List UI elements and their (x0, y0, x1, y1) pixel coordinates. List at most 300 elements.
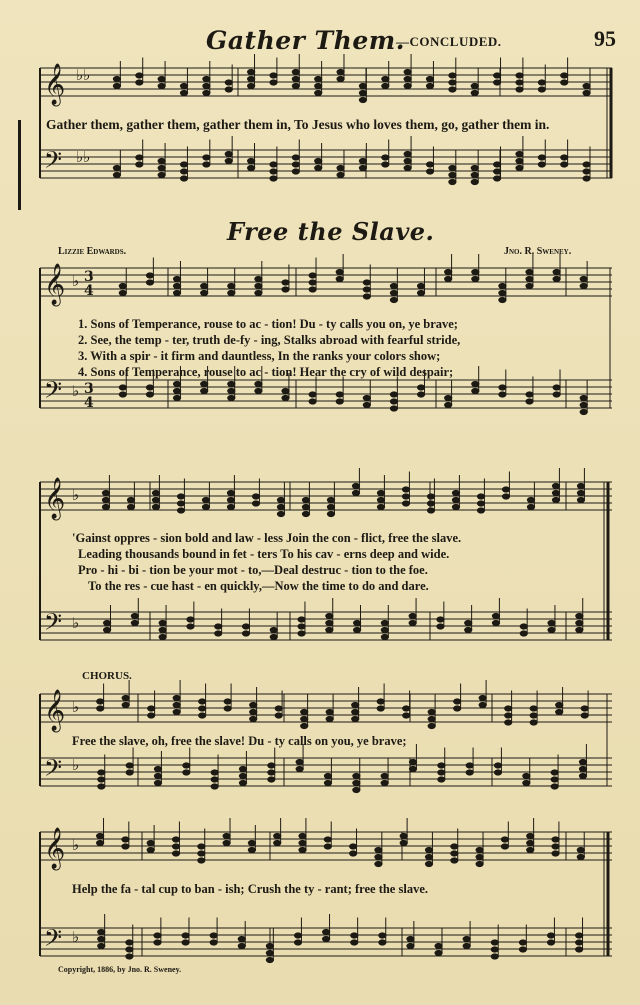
note-head (202, 504, 209, 509)
note-head (363, 402, 370, 407)
note-head (516, 151, 523, 156)
note-head (203, 76, 210, 81)
note-head (381, 634, 388, 639)
note-head (248, 76, 255, 81)
verse-2-line-a: 2. See, the temp - ter, truth de-fy - ing, Stalks abroad with fearful stride, (78, 333, 461, 347)
note-head (375, 847, 382, 852)
note-head (499, 392, 506, 397)
note-head (381, 627, 388, 632)
note-head (494, 176, 501, 181)
note-head (201, 388, 208, 393)
note-head (223, 840, 230, 845)
note-head (131, 620, 138, 625)
note-head (172, 837, 179, 842)
note-head (583, 169, 590, 174)
note-head (336, 269, 343, 274)
note-head (390, 290, 397, 295)
note-head (352, 716, 359, 721)
note-head (158, 158, 165, 163)
note-head (274, 833, 281, 838)
note-head (336, 399, 343, 404)
note-head (309, 287, 316, 292)
note-head (102, 490, 109, 495)
note-head (266, 943, 273, 948)
note-head (173, 388, 180, 393)
note-head (363, 287, 370, 292)
note-head (274, 840, 281, 845)
note-head (576, 933, 583, 938)
note-head (580, 283, 587, 288)
note-head (203, 83, 210, 88)
staff-system-1-treble (40, 68, 612, 96)
note-head (551, 784, 558, 789)
note-head (428, 709, 435, 714)
svg-text:♭♭: ♭♭ (76, 66, 91, 84)
note-head (417, 385, 424, 390)
note-head (97, 706, 104, 711)
note-head (445, 276, 452, 281)
svg-text:♭: ♭ (72, 614, 80, 632)
note-head (538, 162, 545, 167)
note-head (337, 69, 344, 74)
note-head (465, 620, 472, 625)
note-head (98, 784, 105, 789)
note-head (527, 840, 534, 845)
note-head (154, 766, 161, 771)
note-head (309, 280, 316, 285)
note-head (359, 83, 366, 88)
note-head (561, 80, 568, 85)
note-head (465, 627, 472, 632)
note-head (350, 844, 357, 849)
note-head (409, 759, 416, 764)
note-head (119, 283, 126, 288)
note-head (466, 763, 473, 768)
note-head (301, 723, 308, 728)
note-head (146, 280, 153, 285)
chorus-line-1: Free the slave, oh, free the slave! Du - ty calls on you, ye brave; (72, 734, 407, 748)
note-head (292, 69, 299, 74)
note-head (152, 497, 159, 502)
note-head (255, 290, 262, 295)
note-head (266, 950, 273, 955)
note-head (476, 861, 483, 866)
note-head (275, 706, 282, 711)
copyright-notice: Copyright, 1886, by Jno. R. Sweney. (58, 965, 182, 974)
note-head (173, 695, 180, 700)
note-head (326, 709, 333, 714)
note-head (228, 290, 235, 295)
note-head (530, 713, 537, 718)
note-head (526, 399, 533, 404)
note-head (409, 613, 416, 618)
note-head (390, 392, 397, 397)
note-head (294, 940, 301, 945)
note-head (203, 90, 210, 95)
note-head (158, 76, 165, 81)
note-head (426, 162, 433, 167)
note-head (201, 283, 208, 288)
note-head (336, 392, 343, 397)
note-head (523, 773, 530, 778)
note-head (315, 83, 322, 88)
note-head (126, 947, 133, 952)
note-head (122, 695, 129, 700)
note-head (228, 388, 235, 393)
note-head (576, 620, 583, 625)
verse-4-line-a: 4. Sons of Temperance, rouse to ac - tion! Hear the cry of wild despair; (78, 365, 454, 379)
note-head (228, 395, 235, 400)
note-head (561, 73, 568, 78)
note-head (552, 837, 559, 842)
note-head (146, 385, 153, 390)
note-head (225, 87, 232, 92)
note-head (519, 947, 526, 952)
svg-text:♭: ♭ (72, 928, 80, 946)
note-head (583, 83, 590, 88)
note-head (377, 497, 384, 502)
svg-text:♭: ♭ (72, 272, 80, 290)
note-head (403, 713, 410, 718)
note-head (252, 501, 259, 506)
note-head (180, 176, 187, 181)
note-head (159, 620, 166, 625)
note-head (266, 957, 273, 962)
note-head (225, 151, 232, 156)
note-head (505, 713, 512, 718)
note-head (435, 950, 442, 955)
note-head (417, 283, 424, 288)
note-head (315, 90, 322, 95)
note-head (471, 179, 478, 184)
note-head (309, 392, 316, 397)
note-head (113, 165, 120, 170)
note-head (327, 497, 334, 502)
note-head (494, 162, 501, 167)
note-head (148, 713, 155, 718)
note-head (277, 504, 284, 509)
note-head (223, 833, 230, 838)
hymn-title: Free the Slave. (227, 217, 435, 246)
note-head (494, 73, 501, 78)
note-head (242, 624, 249, 629)
note-head (270, 73, 277, 78)
note-head (198, 858, 205, 863)
note-head (476, 854, 483, 859)
note-head (227, 490, 234, 495)
note-head (437, 617, 444, 622)
note-head (501, 837, 508, 842)
note-head (352, 702, 359, 707)
note-head (248, 840, 255, 845)
note-head (382, 162, 389, 167)
note-head (131, 613, 138, 618)
note-head (199, 699, 206, 704)
note-head (577, 847, 584, 852)
note-head (576, 613, 583, 618)
note-head (298, 631, 305, 636)
note-head (292, 76, 299, 81)
note-head (327, 511, 334, 516)
note-head (173, 283, 180, 288)
note-head (336, 276, 343, 281)
note-head (471, 90, 478, 95)
note-head (337, 76, 344, 81)
note-head (97, 840, 104, 845)
note-head (359, 165, 366, 170)
note-head (227, 504, 234, 509)
note-head (97, 699, 104, 704)
note-head (248, 165, 255, 170)
note-head (377, 504, 384, 509)
note-head (547, 940, 554, 945)
note-head (180, 162, 187, 167)
note-head (553, 276, 560, 281)
note-head (352, 483, 359, 488)
note-head (148, 706, 155, 711)
first-hymn-title: Gather Them. (206, 26, 405, 55)
note-head (477, 508, 484, 513)
note-head (526, 392, 533, 397)
note-head (136, 73, 143, 78)
note-head (126, 940, 133, 945)
note-head (270, 634, 277, 639)
note-head (177, 494, 184, 499)
note-head (315, 158, 322, 163)
note-head (225, 80, 232, 85)
note-head (404, 158, 411, 163)
note-head (547, 933, 554, 938)
note-head (239, 773, 246, 778)
note-head (255, 388, 262, 393)
note-head (119, 385, 126, 390)
note-head (136, 80, 143, 85)
note-head (352, 709, 359, 714)
note-head (255, 276, 262, 281)
note-head (326, 627, 333, 632)
note-head (158, 172, 165, 177)
note-head (126, 763, 133, 768)
note-head (359, 97, 366, 102)
note-head (527, 497, 534, 502)
note-head (122, 837, 129, 842)
note-head (250, 709, 257, 714)
note-head (477, 501, 484, 506)
note-head (454, 706, 461, 711)
note-head (172, 851, 179, 856)
note-head (152, 504, 159, 509)
note-head (182, 940, 189, 945)
note-head (580, 395, 587, 400)
note-head (211, 784, 218, 789)
note-head (326, 716, 333, 721)
note-head (282, 388, 289, 393)
concluded-label: —CONCLUDED. (396, 34, 502, 49)
note-head (270, 162, 277, 167)
svg-text:𝄢: 𝄢 (44, 924, 63, 957)
verse-2-line-b: Leading thousands bound in fet - ters To his cav - erns deep and wide. (78, 547, 450, 561)
note-head (381, 780, 388, 785)
note-head (248, 158, 255, 163)
note-head (324, 780, 331, 785)
svg-text:𝄞: 𝄞 (44, 828, 66, 869)
note-head (435, 943, 442, 948)
note-head (326, 613, 333, 618)
note-head (438, 770, 445, 775)
note-head (445, 402, 452, 407)
note-head (309, 273, 316, 278)
note-head (173, 276, 180, 281)
note-head (159, 627, 166, 632)
note-head (538, 87, 545, 92)
note-head (353, 787, 360, 792)
note-head (326, 620, 333, 625)
note-head (552, 483, 559, 488)
svg-text:♭: ♭ (72, 836, 80, 854)
note-head (445, 269, 452, 274)
note-head (516, 87, 523, 92)
note-head (238, 936, 245, 941)
note-head (381, 620, 388, 625)
note-head (126, 770, 133, 775)
note-head (177, 501, 184, 506)
note-head (292, 162, 299, 167)
note-head (152, 490, 159, 495)
note-head (472, 388, 479, 393)
note-head (516, 165, 523, 170)
note-head (282, 280, 289, 285)
note-head (466, 770, 473, 775)
note-head (292, 169, 299, 174)
svg-text:𝄢: 𝄢 (44, 146, 63, 179)
note-head (315, 165, 322, 170)
note-head (323, 936, 330, 941)
note-head (98, 943, 105, 948)
note-head (97, 833, 104, 838)
note-head (102, 504, 109, 509)
note-head (292, 83, 299, 88)
note-head (298, 617, 305, 622)
note-head (449, 165, 456, 170)
note-head (315, 76, 322, 81)
note-head (268, 777, 275, 782)
note-head (102, 497, 109, 502)
note-head (323, 929, 330, 934)
note-head (576, 947, 583, 952)
note-head (270, 176, 277, 181)
note-head (180, 90, 187, 95)
note-head (337, 165, 344, 170)
note-head (551, 770, 558, 775)
note-head (381, 773, 388, 778)
note-head (390, 406, 397, 411)
note-head (452, 497, 459, 502)
note-head (296, 766, 303, 771)
note-head (526, 269, 533, 274)
note-head (505, 706, 512, 711)
verse-4-line-b: To the res - cue hast - en quickly,—Now the time to do and dare. (88, 579, 429, 593)
note-head (224, 699, 231, 704)
note-head (463, 936, 470, 941)
note-head (463, 943, 470, 948)
note-head (282, 287, 289, 292)
margin-mark (18, 120, 21, 210)
note-head (471, 172, 478, 177)
note-head (583, 176, 590, 181)
note-head (379, 940, 386, 945)
note-head (449, 80, 456, 85)
note-head (248, 847, 255, 852)
note-head (451, 851, 458, 856)
note-head (417, 392, 424, 397)
note-head (187, 617, 194, 622)
verse-3-line-b: Pro - hi - bi - tion be your mot - to,—Deal destruc - tion to the foe. (78, 563, 428, 577)
svg-text:3: 3 (84, 269, 94, 285)
note-head (400, 840, 407, 845)
note-head (494, 763, 501, 768)
note-head (445, 395, 452, 400)
note-head (548, 627, 555, 632)
note-head (270, 80, 277, 85)
svg-text:3: 3 (84, 381, 94, 397)
note-head (309, 399, 316, 404)
note-head (299, 833, 306, 838)
note-head (428, 723, 435, 728)
note-head (158, 165, 165, 170)
note-head (580, 276, 587, 281)
note-head (352, 490, 359, 495)
note-head (113, 172, 120, 177)
note-head (427, 501, 434, 506)
note-head (538, 155, 545, 160)
note-head (122, 844, 129, 849)
verse-1-line-a: 1. Sons of Temperance, rouse to ac - tion! Du - ty calls you on, ye brave; (78, 317, 458, 331)
note-head (576, 627, 583, 632)
note-head (159, 634, 166, 639)
note-head (203, 162, 210, 167)
note-head (353, 773, 360, 778)
note-head (238, 943, 245, 948)
note-head (428, 716, 435, 721)
note-head (250, 702, 257, 707)
note-head (104, 627, 111, 632)
note-head (449, 87, 456, 92)
note-head (492, 613, 499, 618)
note-head (382, 155, 389, 160)
note-head (527, 504, 534, 509)
note-head (505, 720, 512, 725)
note-head (248, 69, 255, 74)
note-head (382, 76, 389, 81)
note-head (527, 847, 534, 852)
note-head (451, 858, 458, 863)
note-head (248, 83, 255, 88)
note-head (427, 508, 434, 513)
note-head (579, 759, 586, 764)
svg-text:𝄢: 𝄢 (44, 376, 63, 409)
note-head (449, 179, 456, 184)
note-head (173, 290, 180, 295)
note-head (177, 508, 184, 513)
note-head (427, 494, 434, 499)
note-head (327, 504, 334, 509)
svg-text:𝄢: 𝄢 (44, 754, 63, 787)
note-head (426, 76, 433, 81)
note-head (583, 90, 590, 95)
note-head (409, 766, 416, 771)
svg-text:♭: ♭ (72, 756, 80, 774)
note-head (377, 490, 384, 495)
